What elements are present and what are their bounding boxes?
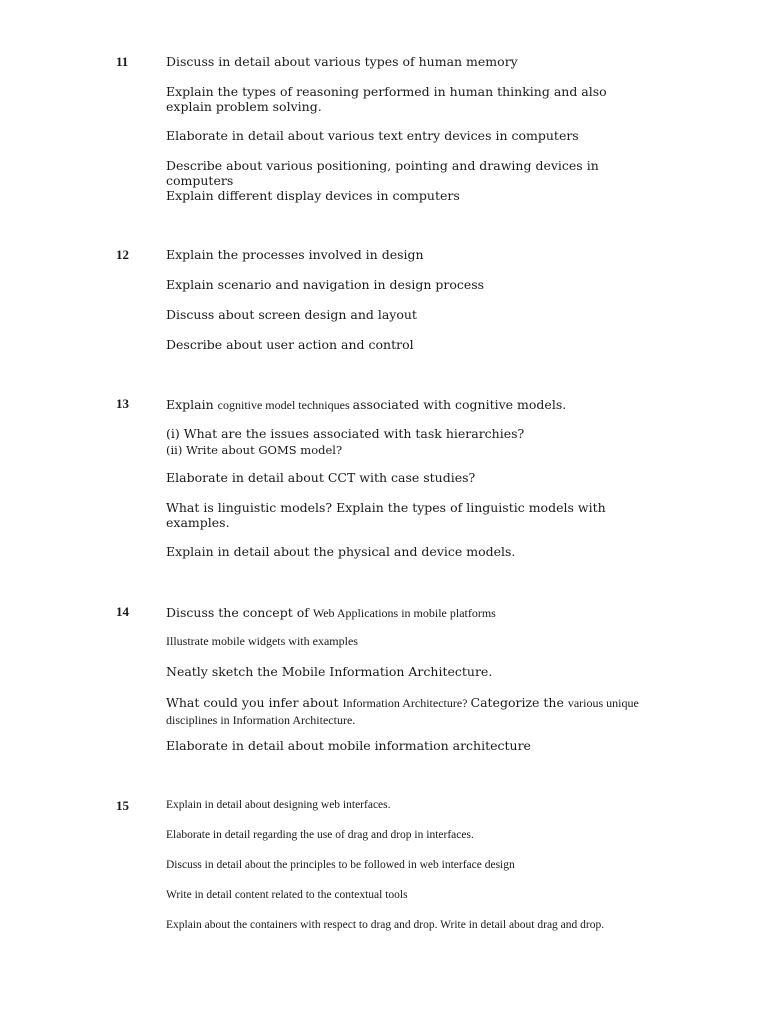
question-14-part-4-text-c: Categorize the — [470, 695, 568, 710]
question-14-part-4 — [166, 694, 646, 728]
question-11-part-3: Elaborate in detail about various text entry devices in computers — [166, 128, 579, 143]
question-13-part-5: Explain in detail about the physical and device models. — [166, 544, 516, 559]
question-13-part-1-text-b: cognitive model techniques — [217, 398, 353, 412]
question-14-part-1 — [166, 604, 666, 621]
question-13-part-4: What is linguistic models? Explain the types of linguistic models with examples. — [166, 500, 606, 530]
question-number-14: 14 — [116, 604, 129, 619]
question-15-part-3: Discuss in detail about the principles to be followed in web interface design — [166, 859, 515, 871]
question-13-part-1-text-a: Explain — [166, 397, 218, 412]
question-15-part-2: Elaborate in detail regarding the use of drag and drop in interfaces. — [166, 829, 474, 841]
question-number-13: 13 — [116, 396, 129, 411]
question-15-part-1: Explain in detail about designing web interfaces. — [166, 799, 391, 811]
question-number-11: 11 — [116, 54, 129, 69]
question-11-part-4: Describe about various positioning, pointing and drawing devices in computers — [166, 158, 599, 188]
question-12-part-1: Explain the processes involved in design — [166, 247, 424, 262]
question-14-part-2: Illustrate mobile widgets with examples — [166, 634, 358, 648]
question-13-part-1 — [166, 396, 666, 413]
question-14-part-4-text-d: various unique disciplines in Information Architecture. — [166, 696, 639, 727]
question-13-part-1-text-c: associated with cognitive models. — [352, 397, 567, 412]
question-14-part-5: Elaborate in detail about mobile information architecture — [166, 738, 531, 753]
question-12-part-4: Describe about user action and control — [166, 337, 414, 352]
question-15-part-4: Write in detail content related to the contextual tools — [166, 889, 408, 901]
question-14-part-4-text-a: What could you infer about — [166, 695, 343, 710]
question-13-part-2-line-2-text: (ii) Write about GOMS model? — [166, 443, 343, 457]
question-number-15: 15 — [116, 798, 129, 813]
question-11-part-5: Explain different display devices in computers — [166, 188, 460, 203]
question-13-part-2-line-2 — [166, 441, 666, 458]
question-15-part-5: Explain about the containers with respect to drag and drop. Write in detail about drag and drop. — [166, 919, 605, 931]
question-12-part-3: Discuss about screen design and layout — [166, 307, 417, 322]
question-14-part-1-text-b: Web Applications in mobile platforms — [312, 606, 496, 620]
question-number-12: 12 — [116, 247, 129, 262]
question-12-part-2: Explain scenario and navigation in design process — [166, 277, 485, 292]
question-11-part-2: Explain the types of reasoning performed in human thinking and also explain problem solving. — [166, 84, 607, 114]
question-14-part-1-text-a: Discuss the concept of — [166, 605, 313, 620]
question-14-part-3: Neatly sketch the Mobile Information Architecture. — [166, 664, 493, 679]
question-11-part-1: Discuss in detail about various types of human memory — [166, 54, 518, 69]
question-14-part-4-text-b: Information Architecture? — [342, 696, 471, 710]
question-13-part-3: Elaborate in detail about CCT with case studies? — [166, 470, 476, 485]
question-13-part-2-line-1: (i) What are the issues associated with task hierarchies? — [166, 426, 525, 441]
